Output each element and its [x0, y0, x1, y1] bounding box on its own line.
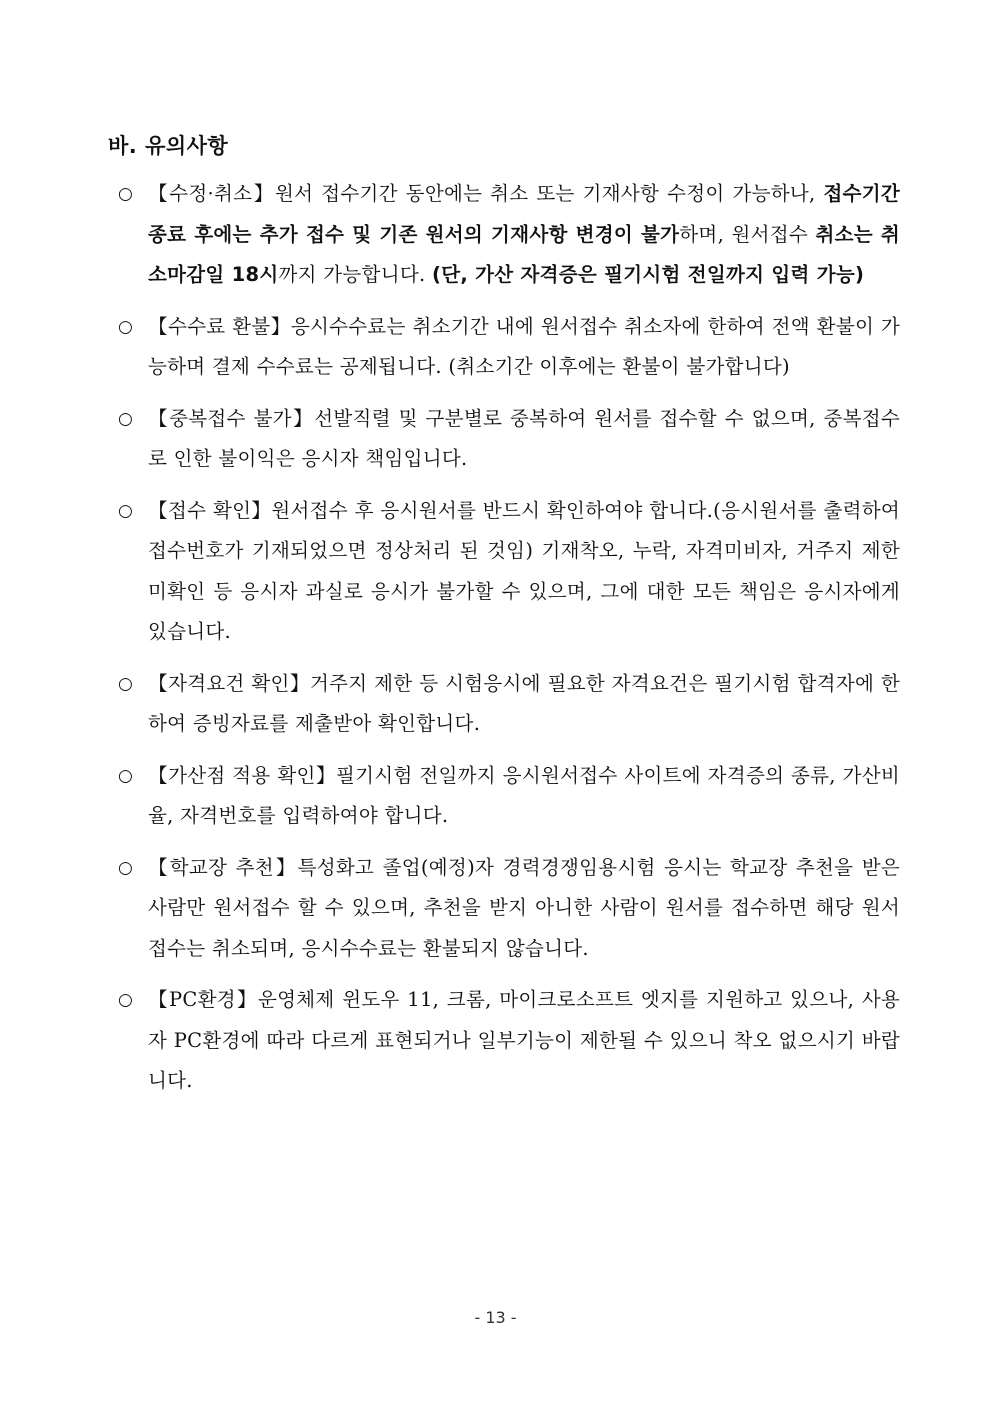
notice-text: 【자격요건 확인】거주지 제한 등 시험응시에 필요한 자격요건은 필기시험 합격자에 한하여 증빙자료를 제출받아 확인합니다.	[148, 671, 900, 735]
notice-text: 【PC환경】운영체제 윈도우 11, 크롬, 마이크로소프트 엣지를 지원하고 있으나, 사용자 PC환경에 따라 다르게 표현되거나 일부기능이 제한될 수 있으니 착오 없으시기 바랍니다.	[148, 988, 900, 1092]
bullet-circle-icon: ○	[118, 673, 134, 694]
bullet-circle-icon: ○	[118, 500, 134, 521]
notice-text: 【학교장 추천】특성화고 졸업(예정)자 경력경쟁임용시험 응시는 학교장 추천을 받은 사람만 원서접수 할 수 있으며, 추천을 받지 아니한 사람이 원서를 접수하면 해당 원서접수는 취소되며, 응시수수료는 환불되지 않습니다.	[148, 855, 900, 960]
page-number: - 13 -	[474, 1308, 517, 1327]
notice-item	[118, 399, 900, 480]
notice-text: 【접수 확인】원서접수 후 응시원서를 반드시 확인하여야 합니다.(응시원서를 출력하여 접수번호가 기재되었으면 정상처리 된 것임) 기재착오, 누락, 자격미비자, 거주지 제한 미확인 등 응시자 과실로 응시가 불가할 수 있으며, 그에 대한 모든 책임은 응시자에게 있습니다.	[148, 498, 900, 643]
notice-text-emphasis: (단, 가산 자격증은 필기시험 전일까지 입력 가능)	[431, 263, 865, 286]
notice-item	[118, 174, 900, 296]
notice-item	[118, 756, 900, 837]
notice-text: 【수정·취소】원서 접수기간 동안에는 취소 또는 기재사항 수정이 가능하나,	[148, 182, 824, 205]
notice-item	[118, 664, 900, 745]
bullet-circle-icon: ○	[118, 316, 134, 337]
notice-item	[118, 491, 900, 653]
bullet-circle-icon: ○	[118, 857, 134, 878]
notice-text: 【가산점 적용 확인】필기시험 전일까지 응시원서접수 사이트에 자격증의 종류, 가산비율, 자격번호를 입력하여야 합니다.	[148, 763, 900, 827]
notice-text: 하며, 원서접수	[679, 222, 816, 246]
section-title: 바. 유의사항	[108, 134, 229, 158]
notice-list	[118, 174, 900, 1113]
notice-text: 【수수료 환불】응시수수료는 취소기간 내에 원서접수 취소자에 한하여 전액 환불이 가능하며 결제 수수료는 공제됩니다. (취소기간 이후에는 환불이 불가합니다)	[148, 314, 900, 378]
bullet-circle-icon: ○	[118, 184, 134, 204]
notice-item	[118, 980, 900, 1102]
bullet-circle-icon: ○	[118, 990, 134, 1010]
notice-text-emphasis: 취소는 취소마감일 18시	[148, 222, 900, 286]
bullet-circle-icon: ○	[118, 408, 134, 429]
notice-text: 까지 가능합니다.	[278, 263, 432, 286]
notice-item	[118, 848, 900, 970]
notice-text-emphasis: 접수기간 종료 후에는 추가 접수 및 기존 원서의 기재사항 변경이 불가	[148, 182, 900, 246]
notice-text: 【중복접수 불가】선발직렬 및 구분별로 중복하여 원서를 접수할 수 없으며, 중복접수로 인한 불이익은 응시자 책임입니다.	[148, 406, 900, 470]
notice-item	[118, 307, 900, 388]
bullet-circle-icon: ○	[118, 765, 134, 786]
